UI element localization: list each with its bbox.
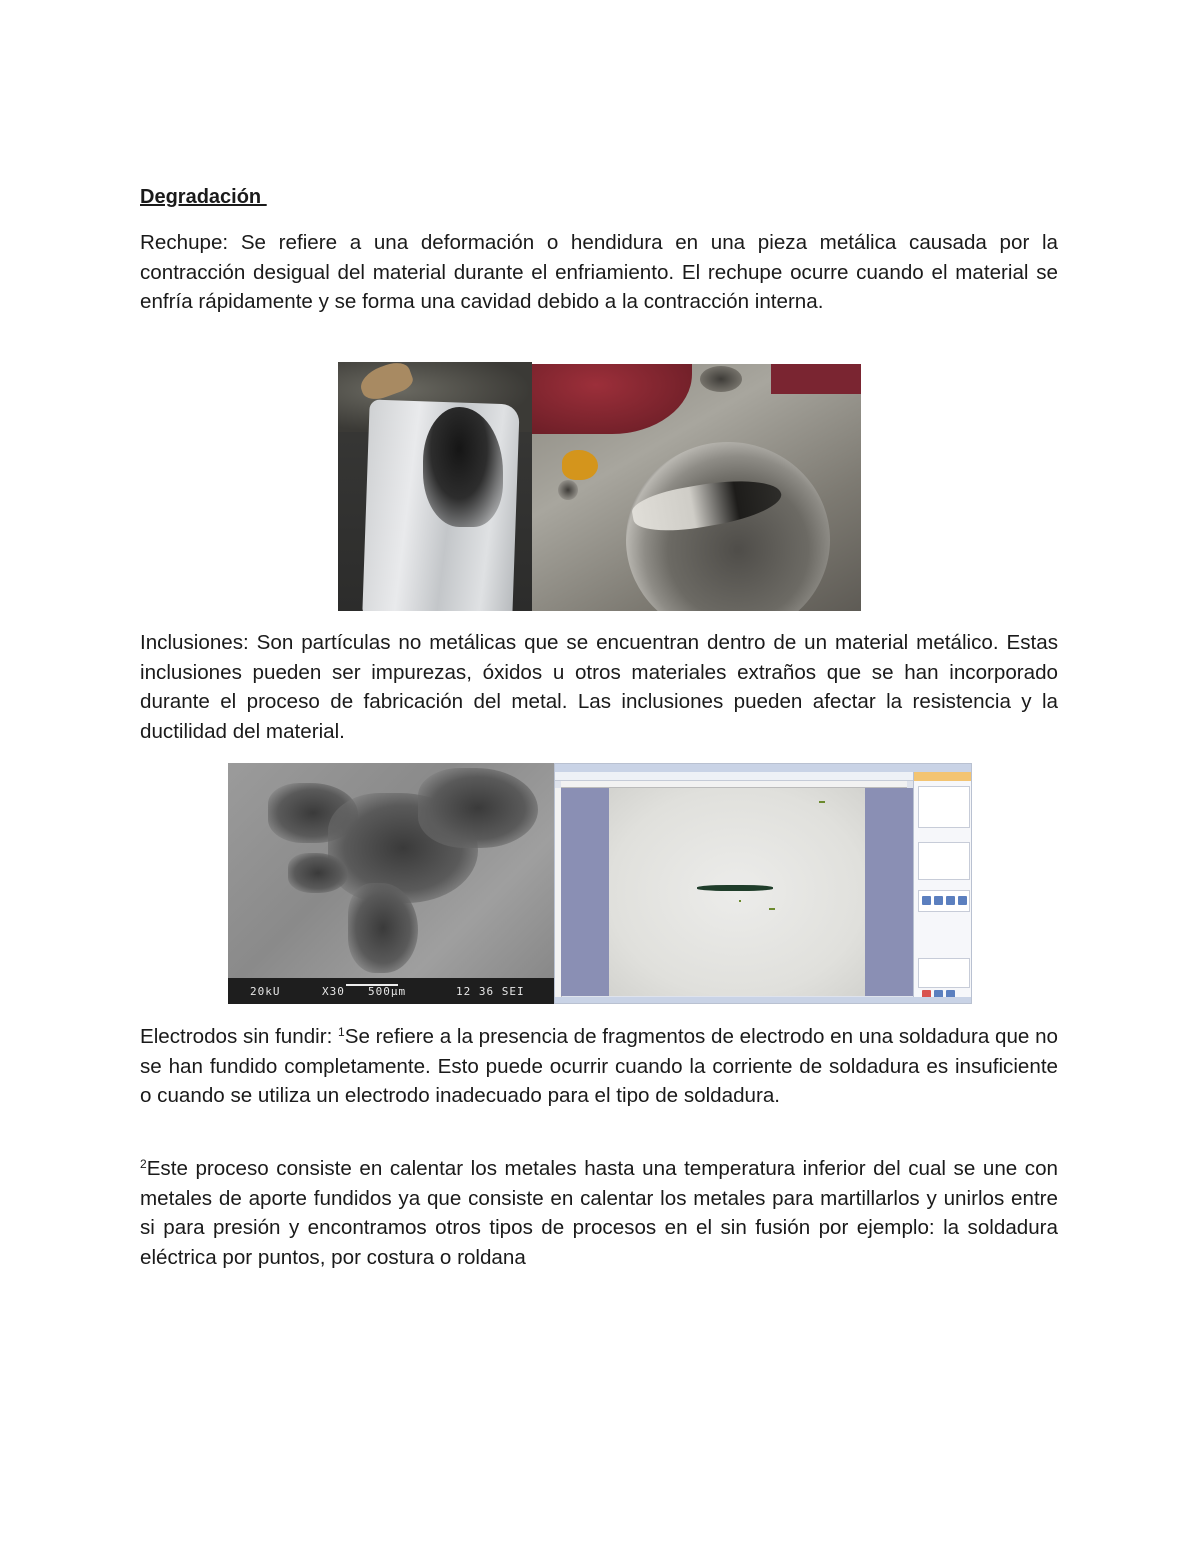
sem-magnification-label: X30 [322, 985, 345, 998]
footnote-ref-2[interactable]: 2 [140, 1157, 147, 1171]
microscope-software-screenshot [554, 763, 972, 1004]
photo-bore-shrinkage-cavity [532, 364, 861, 611]
screenshot-side-panel [913, 772, 972, 1002]
photo-yellow-stain [562, 450, 598, 480]
photo-ingot-shrinkage-cavity [338, 362, 532, 611]
screenshot-panel-box [918, 958, 970, 988]
screenshot-right-margin [865, 788, 913, 996]
screenshot-left-margin [561, 788, 609, 996]
inclusion-speck [739, 900, 741, 902]
inclusion-streak [697, 885, 773, 891]
sem-scale-label: 500μm [368, 985, 407, 998]
paragraph-rechupe: Rechupe: Se refiere a una deformación o hendidura en una pieza metálica causada por la contracción desigual del material durante el enfriamiento. El rechupe ocurre cuando el material se enfría rápidamente y se forma una cavidad debido a la contracción interna. [140, 231, 1058, 313]
electrodos-text: Se refiere a la presencia de fragmentos de electrodo en una soldadura que no se han fundido completamente. Esto puede ocurrir cuando la corriente de soldadura es insuficiente o cuando se utiliza un electrodo inadecuado para el tipo de soldadura. [140, 1025, 1058, 1107]
electrodos-label: Electrodos sin fundir: [140, 1025, 339, 1048]
screenshot-ruler-top [561, 781, 907, 788]
sem-inclusion-region [418, 768, 538, 848]
photo-red-cloth-right [771, 364, 861, 394]
screenshot-panel-icon [922, 896, 931, 905]
screenshot-panel-box [918, 842, 970, 880]
proceso-text: Este proceso consiste en calentar los metales hasta una temperatura inferior del cual se une con metales de aporte fundidos ya que consiste en calentar los metales para martillarlos y unirlos entre si para presión y encontramos otros tipos de procesos en el sin fusión por ejemplo: la soldadura eléctrica por puntos, por costura o roldana [140, 1157, 1058, 1269]
section-heading: Degradación [140, 186, 267, 208]
sem-micrograph-inclusion [228, 763, 554, 1004]
inclusion-speck [769, 908, 775, 910]
paragraph-inclusiones: Inclusiones: Son partículas no metálicas que se encuentran dentro de un material metálico. Estas inclusiones pueden ser impurezas, óxidos u otros materiales extraños que se han incorporado durante el proceso de fabricación del metal. Las inclusiones pueden afectar la resistencia y la ductilidad del material. [140, 631, 1058, 743]
screenshot-titlebar [555, 764, 971, 772]
screenshot-panel-icon [946, 896, 955, 905]
sem-inclusion-region [288, 853, 348, 893]
screenshot-panel-icon [958, 896, 967, 905]
screenshot-toolbar [555, 772, 971, 781]
footnote-ref-1[interactable]: 1 [338, 1025, 345, 1039]
inclusion-speck [819, 801, 825, 803]
paragraph-electrodos [140, 1022, 1058, 1111]
screenshot-panel-box [918, 786, 970, 828]
photo-red-cloth [532, 364, 692, 434]
photo-threaded-hole [700, 366, 742, 392]
sem-mode-label: 12 36 SEI [456, 985, 525, 998]
photo-screw-hole [558, 480, 578, 500]
screenshot-statusbar [555, 997, 971, 1003]
sem-inclusion-region [348, 883, 418, 973]
paragraph-proceso [140, 1154, 1058, 1272]
screenshot-micrograph [609, 788, 865, 996]
screenshot-panel-header [914, 772, 972, 781]
sem-voltage-label: 20kU [250, 985, 281, 998]
screenshot-panel-icon [934, 896, 943, 905]
